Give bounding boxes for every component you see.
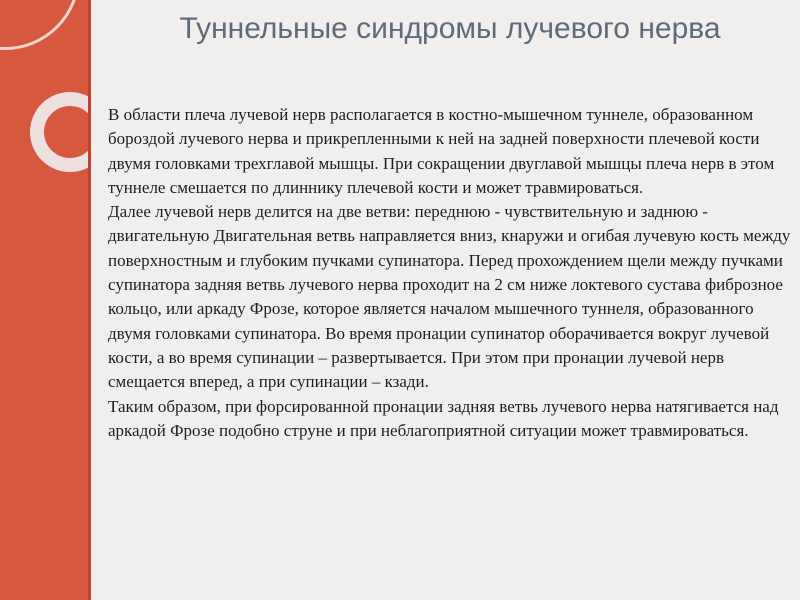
decorative-ring-top	[0, 0, 80, 50]
paragraph: В области плеча лучевой нерв располагается в костно-мышечном туннеле, образованном бороздой лучевого нерва и прикрепленными к ней на задней поверхности плечевой кости двумя головками трехглавой мышцы. При сокращении двуглавой мышцы плеча нерв в этом туннеле смешается по длиннику плечевой кости и может травмироваться.	[108, 105, 775, 197]
decorative-ring-middle	[30, 92, 88, 172]
decorative-sidebar	[0, 0, 88, 600]
paragraph: Таким образом, при форсированной пронации задняя ветвь лучевого нерва натягивается над аркадой Фрозе подобно струне и при неблагоприятной ситуации может травмироваться.	[108, 396, 779, 440]
paragraph: Далее лучевой нерв делится на две ветви: переднюю - чувствительную и заднюю - двигательную Двигательная ветвь направляется вниз, кнаружи и огибая лучевую кость между поверхностным и глубоким пучками супинатора. Перед прохождением щели между пучками супинатора задняя ветвь лучевого нерва проходит на 2 см ниже локтевого сустава фиброзное кольцо, или аркаду Фрозе, которое является началом мышечного туннеля, образованного двумя головками супинатора. Во время пронации супинатор оборачивается вокруг лучевой кости, а во время супинации – развертывается. При этом при пронации лучевой нерв смещается вперед, а при супинации – кзади.	[108, 202, 791, 392]
sidebar-edge	[88, 0, 91, 600]
slide-body	[108, 103, 798, 443]
slide-title: Туннельные синдромы лучевого нерва	[179, 12, 721, 45]
